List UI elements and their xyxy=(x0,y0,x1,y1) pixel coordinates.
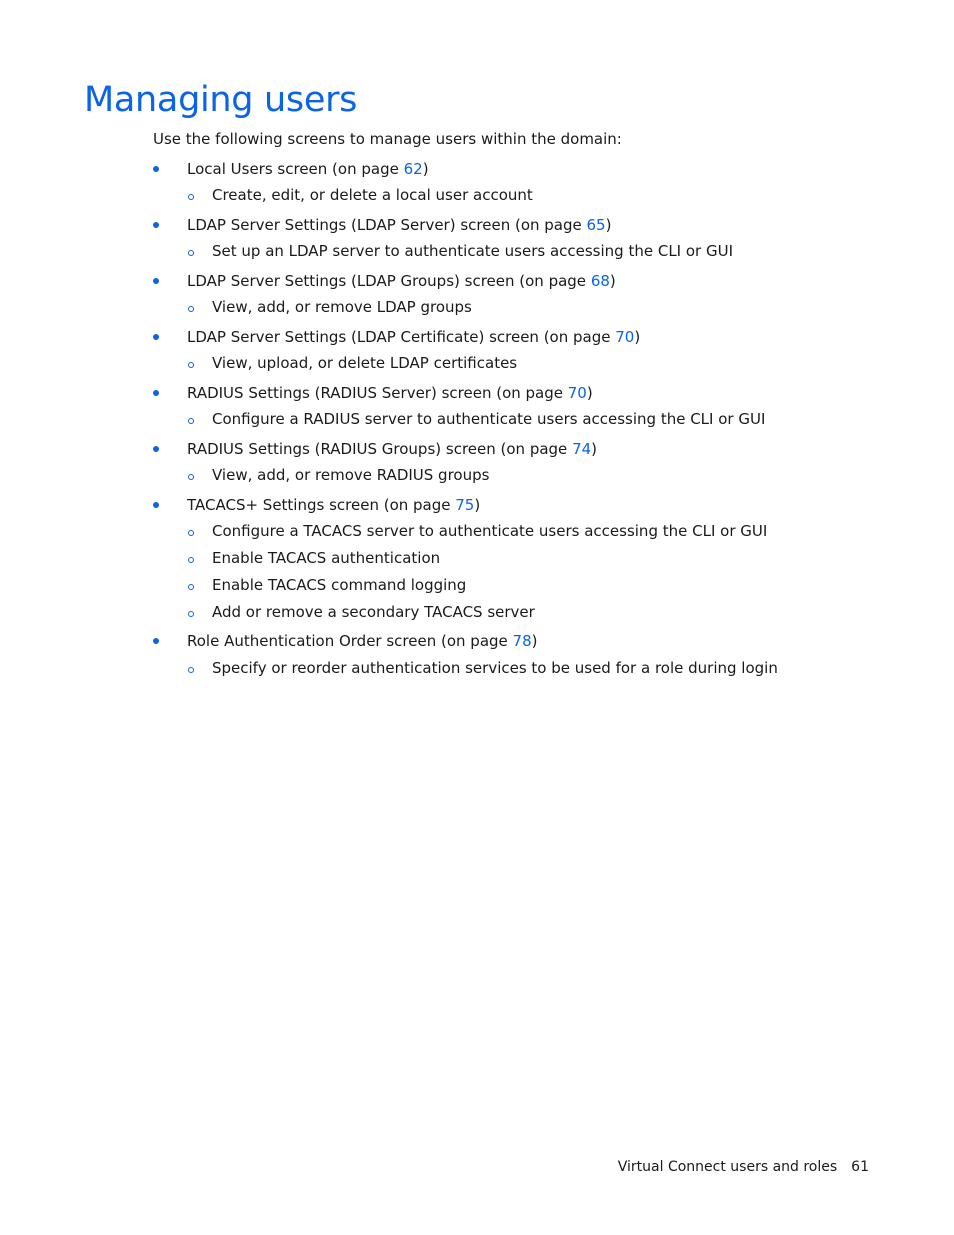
circle-bullet-icon xyxy=(187,408,197,430)
bullet-icon xyxy=(153,494,163,516)
sub-item-text: View, add, or remove LDAP groups xyxy=(212,298,472,316)
item-label: LDAP Server Settings (LDAP Certificate) screen (on page xyxy=(187,328,616,346)
sub-item-text: Enable TACACS authentication xyxy=(212,549,441,567)
circle-bullet-icon xyxy=(187,184,197,206)
page-link[interactable]: 65 xyxy=(586,216,606,234)
item-label: LDAP Server Settings (LDAP Server) screen (on page xyxy=(187,216,587,234)
item-label: Local Users screen (on page xyxy=(187,160,404,178)
page-title: Managing users xyxy=(84,80,358,120)
circle-bullet-icon xyxy=(187,240,197,262)
item-label: Role Authentication Order screen (on page xyxy=(187,632,513,650)
sub-item-text: Configure a TACACS server to authenticate users accessing the CLI or GUI xyxy=(212,522,768,540)
page-link[interactable]: 74 xyxy=(572,440,592,458)
page-link[interactable]: 62 xyxy=(403,160,423,178)
bullet-icon xyxy=(153,158,163,180)
item-label: LDAP Server Settings (LDAP Groups) screen (on page xyxy=(187,272,591,290)
sub-item-text: Add or remove a secondary TACACS server xyxy=(212,603,535,621)
item-close: ) xyxy=(422,160,429,178)
item-close: ) xyxy=(531,632,538,650)
bullet-icon xyxy=(153,382,163,404)
item-close: ) xyxy=(586,384,593,402)
bullet-icon xyxy=(153,326,163,348)
sub-item-text: Enable TACACS command logging xyxy=(212,576,467,594)
intro-text: Use the following screens to manage users within the domain: xyxy=(153,130,622,148)
sub-item-text: Configure a RADIUS server to authenticate users accessing the CLI or GUI xyxy=(212,410,766,428)
page-link[interactable]: 70 xyxy=(615,328,635,346)
page-number: 61 xyxy=(851,1159,869,1175)
footer-section-title: Virtual Connect users and roles xyxy=(617,1159,838,1175)
item-close: ) xyxy=(634,328,641,346)
item-close: ) xyxy=(609,272,616,290)
item-close: ) xyxy=(591,440,598,458)
bullet-icon xyxy=(153,270,163,292)
item-close: ) xyxy=(605,216,612,234)
page-link[interactable]: 68 xyxy=(590,272,610,290)
sub-item-text: Create, edit, or delete a local user account xyxy=(212,186,533,204)
sub-item-text: View, add, or remove RADIUS groups xyxy=(212,466,490,484)
page-link[interactable]: 70 xyxy=(567,384,587,402)
item-label: RADIUS Settings (RADIUS Server) screen (on page xyxy=(187,384,568,402)
sub-item-text: Set up an LDAP server to authenticate users accessing the CLI or GUI xyxy=(212,242,734,260)
circle-bullet-icon xyxy=(187,601,197,623)
item-label: TACACS+ Settings screen (on page xyxy=(187,496,456,514)
page-link[interactable]: 75 xyxy=(455,496,475,514)
sub-item-text: Specify or reorder authentication services to be used for a role during login xyxy=(212,659,778,677)
item-label: RADIUS Settings (RADIUS Groups) screen (on page xyxy=(187,440,573,458)
circle-bullet-icon xyxy=(187,296,197,318)
item-close: ) xyxy=(474,496,481,514)
circle-bullet-icon xyxy=(187,547,197,569)
circle-bullet-icon xyxy=(187,464,197,486)
bullet-icon xyxy=(153,630,163,652)
circle-bullet-icon xyxy=(187,657,197,679)
circle-bullet-icon xyxy=(187,352,197,374)
sub-item-text: View, upload, or delete LDAP certificates xyxy=(212,354,518,372)
page-footer xyxy=(618,1157,869,1177)
page-link[interactable]: 78 xyxy=(512,632,532,650)
bullet-icon xyxy=(153,214,163,236)
circle-bullet-icon xyxy=(187,574,197,596)
bullet-icon xyxy=(153,438,163,460)
circle-bullet-icon xyxy=(187,520,197,542)
